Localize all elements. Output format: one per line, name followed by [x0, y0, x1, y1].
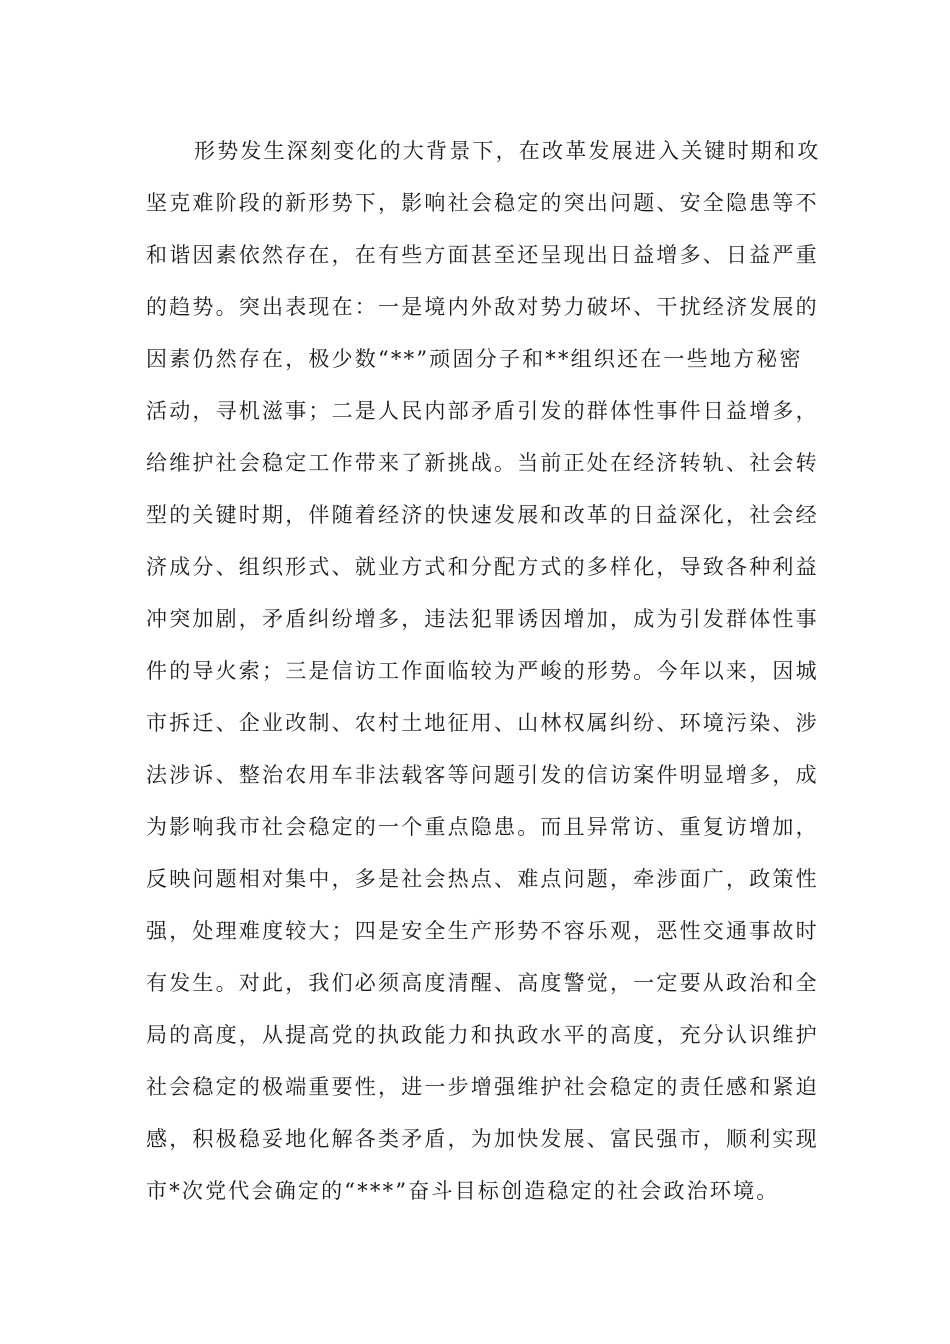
text-line-5: 因素仍然存在，极少数“**”顽固分子和**组织还在一些地方秘密 — [146, 347, 803, 371]
text-line-1: 形势发生深刻变化的大背景下，在改革发展进入关键时期和攻 — [194, 139, 821, 163]
text-line-13: 法涉诉、整治农用车非法载客等问题引发的信访案件明显增多，成 — [146, 763, 819, 787]
text-line-4: 的趋势。突出表现在：一是境内外敌对势力破坏、干扰经济发展的 — [146, 295, 819, 319]
text-line-2: 坚克难阶段的新形势下，影响社会稳定的突出问题、安全隐患等不 — [146, 191, 819, 215]
text-line-11: 件的导火索；三是信访工作面临较为严峻的形势。今年以来，因城 — [146, 659, 819, 683]
text-line-17: 有发生。对此，我们必须高度清醒、高度警觉，一定要从政治和全 — [146, 971, 819, 995]
text-line-7: 给维护社会稳定工作带来了新挑战。当前正处在经济转轨、社会转 — [146, 451, 819, 475]
text-line-6: 活动，寻机滋事；二是人民内部矛盾引发的群体性事件日益增多， — [146, 399, 819, 423]
text-line-14: 为影响我市社会稳定的一个重点隐患。而且异常访、重复访增加， — [146, 815, 819, 839]
text-line-12: 市拆迁、企业改制、农村土地征用、山林权属纠纷、环境污染、涉 — [146, 711, 819, 735]
text-line-21: 市*次党代会确定的“***”奋斗目标创造稳定的社会政治环境。 — [146, 1179, 780, 1203]
text-line-8: 型的关键时期，伴随着经济的快速发展和改革的日益深化，社会经 — [146, 503, 819, 527]
text-line-10: 冲突加剧，矛盾纠纷增多，违法犯罪诱因增加，成为引发群体性事 — [146, 607, 819, 631]
text-line-3: 和谐因素依然存在，在有些方面甚至还呈现出日益增多、日益严重 — [146, 243, 819, 267]
text-line-19: 社会稳定的极端重要性，进一步增强维护社会稳定的责任感和紧迫 — [146, 1075, 819, 1099]
text-line-18: 局的高度，从提高党的执政能力和执政水平的高度，充分认识维护 — [146, 1023, 819, 1047]
text-line-15: 反映问题相对集中，多是社会热点、难点问题，牵涉面广，政策性 — [146, 867, 819, 891]
text-line-20: 感，积极稳妥地化解各类矛盾，为加快发展、富民强市，顺利实现 — [146, 1127, 819, 1151]
text-line-16: 强，处理难度较大；四是安全生产形势不容乐观，恶性交通事故时 — [146, 919, 819, 943]
text-line-9: 济成分、组织形式、就业方式和分配方式的多样化，导致各种利益 — [146, 555, 819, 579]
